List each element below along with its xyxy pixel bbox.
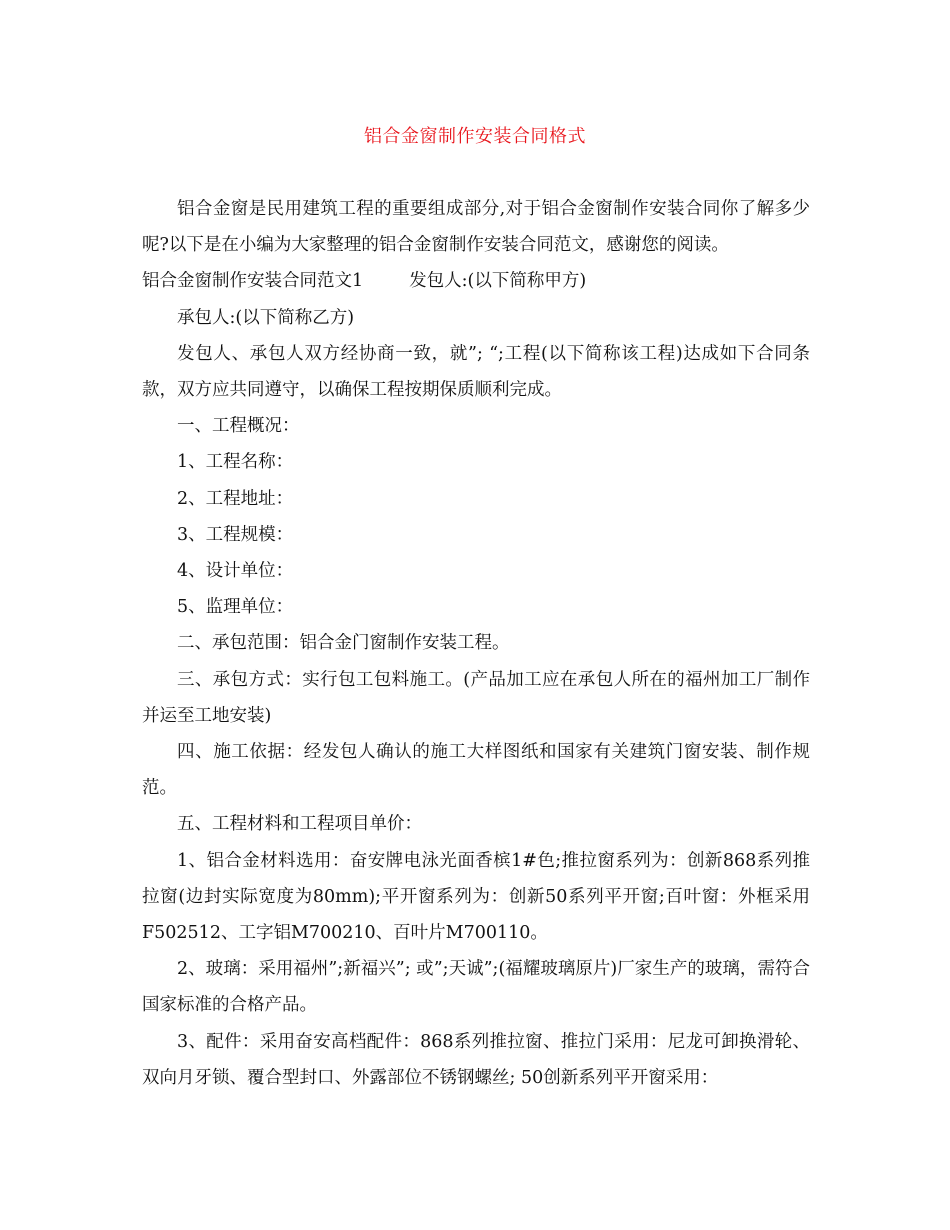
sample-heading: 铝合金窗制作安装合同范文1 xyxy=(142,271,364,292)
item-accessories: 3、配件：采用奋安高档配件：868系列推拉窗、推拉门采用：尼龙可卸换滑轮、双向月牙锁、覆合型封口、外露部位不锈钢螺丝; 50创新系列平开窗采用： xyxy=(142,1031,810,1088)
document-body xyxy=(142,191,810,1096)
section-materials-prices: 五、工程材料和工程项目单价： xyxy=(177,814,422,835)
item-design-unit: 4、设计单位： xyxy=(177,561,294,582)
item-aluminum-material: 1、铝合金材料选用：奋安牌电泳光面香槟1#色;推拉窗系列为：创新868系列推拉窗(边封实际宽度为80mm);平开窗系列为：创新50系列平开窗;百叶窗：外框采用F502512、工字铝M700210、百叶片M700110。 xyxy=(142,850,810,944)
party-a-label: 发包人:(以下简称甲方) xyxy=(409,271,587,292)
preamble-paragraph: 发包人、承包人双方经协商一致，就”; “;工程(以下简称该工程)达成如下合同条款，双方应共同遵守，以确保工程按期保质顺利完成。 xyxy=(142,343,810,401)
item-project-name: 1、工程名称： xyxy=(177,452,294,473)
sample-heading-line xyxy=(142,263,810,299)
item-project-address: 2、工程地址： xyxy=(177,488,294,509)
item-supervision-unit: 5、监理单位： xyxy=(177,597,294,618)
party-b-label: 承包人:(以下简称乙方) xyxy=(177,307,355,328)
intro-paragraph: 铝合金窗是民用建筑工程的重要组成部分,对于铝合金窗制作安装合同你了解多少呢?以下是在小编为大家整理的铝合金窗制作安装合同范文，感谢您的阅读。 xyxy=(142,199,810,256)
item-glass: 2、玻璃：采用福州”;新福兴”; 或”;天诚”;(福耀玻璃原片)厂家生产的玻璃，需符合国家标准的合格产品。 xyxy=(142,959,810,1016)
section-contract-method: 三、承包方式：实行包工包料施工。(产品加工应在承包人所在的福州加工厂制作并运至工地安装) xyxy=(142,669,810,726)
document-title: 铝合金窗制作安装合同格式 xyxy=(364,126,586,147)
section-heading-overview: 一、工程概况： xyxy=(177,416,300,437)
item-project-scale: 3、工程规模： xyxy=(177,524,294,545)
section-scope: 二、承包范围：铝合金门窗制作安装工程。 xyxy=(177,633,510,654)
section-construction-basis: 四、施工依据：经发包人确认的施工大样图纸和国家有关建筑门窗安装、制作规范。 xyxy=(142,742,810,799)
spacer xyxy=(363,263,409,299)
